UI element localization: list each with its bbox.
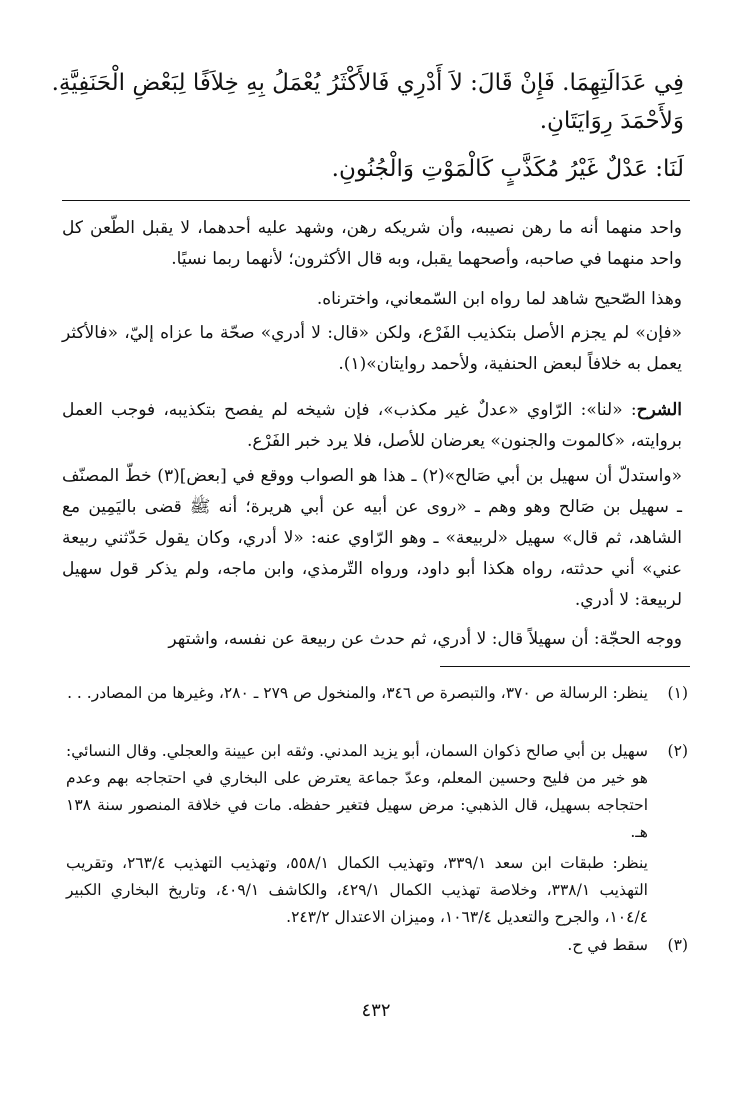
header-divider [62, 200, 690, 201]
footnote-2-references [66, 850, 688, 931]
footnote-divider [440, 666, 690, 667]
paragraph-3: «فإن» لم يجزم الأصل بتكذيب الفَرْع، ولكن «قال: لا أدري» صحّة ما عزاه إليّ، «فالأكثر يعمل به خلافاً لبعض الحنفية، ولأحمد روايتان»(١). [62, 323, 682, 374]
verse-line-1: فِي عَدَالَتِهِمَا. فَإِنْ قَالَ: لاَ أَدْرِي فَالأَكْثَرُ يُعْمَلُ بِهِ خِلاَفًا لِبَعْضِ الْحَنَفِيَّةِ. [51, 70, 684, 96]
paragraph-5: ووجه الحجّة: أن سهيلاً قال: لا أدري، ثم حدث عن ربيعة عن نفسه، واشتهر [168, 629, 682, 649]
sharh-label: الشرح [636, 400, 682, 420]
footnote-3 [66, 932, 688, 959]
footnote-number: (٣) [667, 936, 688, 954]
sharh-paragraph: الشرح: «لنا»: الرّاوي «عدلٌ غير مكذب»، فإن شيخه لم يفصح بتكذيبه، فوجب العمل بروايته، «كالموت والجنون» يعرضان للأصل، فلا يرد خبر الفَرْع. [62, 400, 682, 451]
paragraph-4: «واستدلّ أن سهيل بن أبي صَالح»(٢) ـ هذا هو الصواب ووقع في [بعض](٣) خطّ المصنّف ـ سهيل بن صَالح وهو وهم ـ «روى عن أبيه عن أبي هريرة؛ أنه ﷺ قضى باليَمِين مع الشاهد، ثم قال» سهيل «لربيعة» ـ وهو الرّاوي عنه: «لا أدري، وكان يقول حَدّثني ربيعة عني» أني حدثته، رواه هكذا أبو داود، ورواه التّرمذي، وابن ماجه، ولم يذكر قول سهيل لربيعة: لا أدري. [62, 466, 682, 610]
paragraph-1: واحد منهما أنه ما رهن نصيبه، وأن شريكه رهن، وشهد عليه أحدهما، لا يقبل الطّعن كل واحد منهما في صاحبه، وأصحهما يقبل، وبه قال الأكثرون؛ لأنهما ربما نسيًا. [62, 218, 682, 269]
footnote-text: سهيل بن أبي صالح ذكوان السمان، أبو يزيد المدني. وثقه ابن عيينة والعجلي. وقال النسائي: هو خير من فليح وحسين المعلم، وعدّ جماعة يعترض على البخاري في احتجاجه بهم وعدم احتجاجه بسهيل، قال الذهبي: مرض سهيل فتغير حفظه. مات في خلافة المنصور سنة ١٣٨ هـ. [66, 742, 648, 841]
verse-line-3: لَنَا: عَدْلٌ غَيْرُ مُكَذَّبٍ كَالْمَوْتِ وَالْجُنُونِ. [331, 156, 684, 182]
footnote-2 [66, 738, 688, 846]
footnote-text: سقط في ح. [567, 936, 648, 954]
footnote-number: (٢) [667, 742, 688, 760]
footnote-1 [66, 680, 688, 707]
page-number: ٤٣٢ [361, 1000, 391, 1021]
footnote-text: ينظر: طبقات ابن سعد ٣٣٩/١، وتهذيب الكمال ٥٥٨/١، وتهذيب التهذيب ٢٦٣/٤، وتقريب التهذيب ٣٣٨/١، وخلاصة تهذيب الكمال ٤٢٩/١، والكاشف ٤٠٩/١، وتاريخ البخاري الكبير ١٠٤/٤، والجرح والتعديل ١٠٦٣/٤، وميزان الاعتدال ٢٤٣/٢. [66, 854, 648, 926]
footnote-number: (١) [667, 684, 688, 702]
verse-line-2: وَلأَحْمَدَ رِوَايَتَانِ. [539, 108, 684, 134]
paragraph-2: وهذا الصّحيح شاهد لما رواه ابن السّمعاني، واخترناه. [316, 289, 682, 309]
footnote-text: ينظر: الرسالة ص ٣٧٠، والتبصرة ص ٣٤٦، والمنخول ص ٢٧٩ ـ ٢٨٠، وغيرها من المصادر. . . [67, 684, 648, 702]
sharh-text: «لنا»: الرّاوي «عدلٌ غير مكذب»، فإن شيخه لم يفصح بتكذيبه، فوجب العمل بروايته، «كالموت والجنون» يعرضان للأصل، فلا يرد خبر الفَرْع. [62, 400, 682, 451]
